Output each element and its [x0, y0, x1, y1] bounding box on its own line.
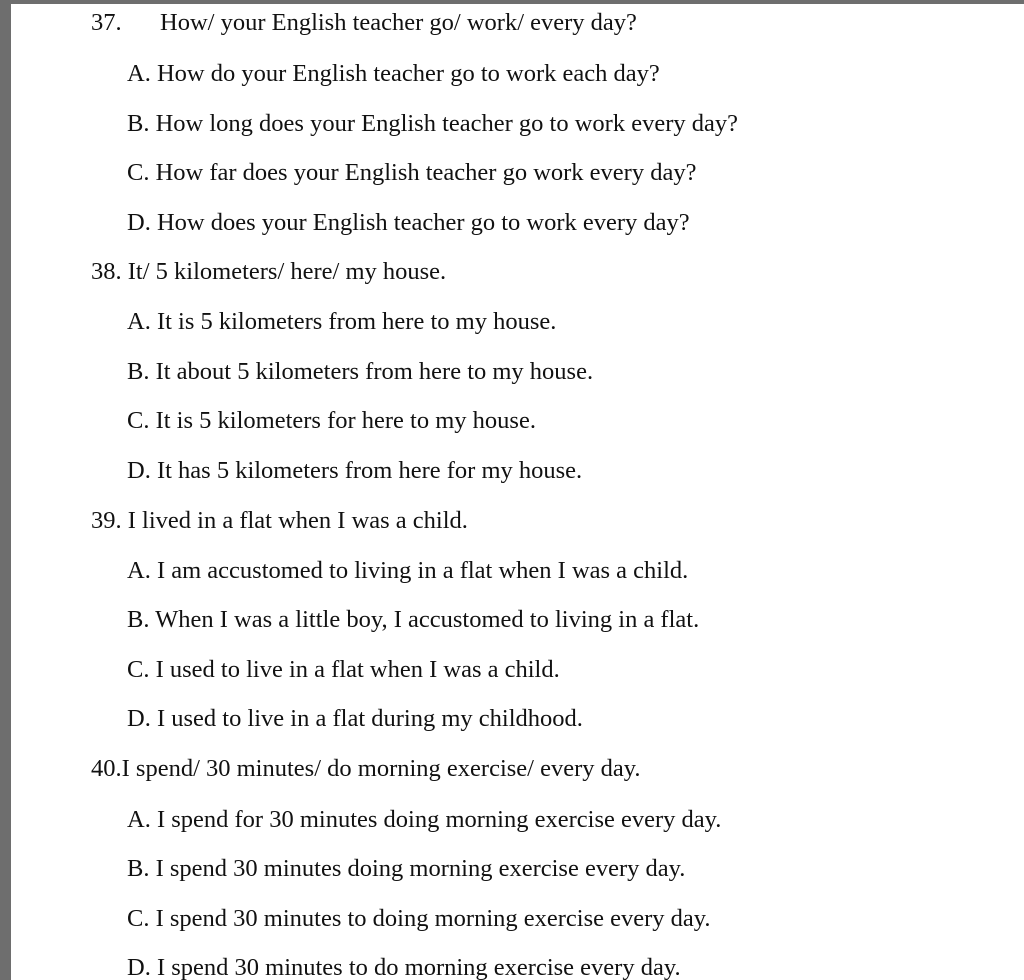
question-39: [91, 506, 468, 536]
question-38-option-a: A. It is 5 kilometers from here to my house.: [127, 308, 557, 335]
question-38: [91, 257, 446, 287]
question-39-option-a: A. I am accustomed to living in a flat when I was a child.: [127, 557, 689, 584]
document-page: [11, 4, 1024, 980]
question-40-option-a: A. I spend for 30 minutes doing morning exercise every day.: [127, 806, 722, 833]
question-37: [91, 8, 637, 38]
question-37-option-b: B. How long does your English teacher go to work every day?: [127, 110, 738, 137]
question-37-option-a: A. How do your English teacher go to work each day?: [127, 60, 660, 87]
viewer-left-edge: [0, 0, 11, 980]
question-number: 40.: [91, 755, 122, 782]
question-38-option-d: D. It has 5 kilometers from here for my house.: [127, 457, 583, 484]
question-38-option-c: C. It is 5 kilometers for here to my house.: [127, 407, 536, 434]
question-40-option-c: C. I spend 30 minutes to doing morning exercise every day.: [127, 905, 711, 932]
question-37-option-c: C. How far does your English teacher go work every day?: [127, 159, 697, 186]
question-prompt: It/ 5 kilometers/ here/ my house.: [127, 258, 447, 285]
question-39-option-c: C. I used to live in a flat when I was a child.: [127, 656, 560, 683]
question-38-option-b: B. It about 5 kilometers from here to my house.: [127, 358, 594, 385]
question-37-option-d: D. How does your English teacher go to work every day?: [127, 209, 690, 236]
question-prompt: I spend/ 30 minutes/ do morning exercise/ every day.: [121, 755, 641, 782]
question-40-option-d: D. I spend 30 minutes to do morning exercise every day.: [127, 954, 681, 980]
question-39-option-d: D. I used to live in a flat during my childhood.: [127, 705, 583, 732]
question-40-option-b: B. I spend 30 minutes doing morning exercise every day.: [127, 855, 686, 882]
question-prompt: I lived in a flat when I was a child.: [127, 507, 468, 534]
question-number: 39.: [91, 507, 122, 534]
question-number: 37.: [91, 9, 122, 36]
question-number: 38.: [91, 258, 122, 285]
question-39-option-b: B. When I was a little boy, I accustomed to living in a flat.: [127, 606, 700, 633]
question-prompt: How/ your English teacher go/ work/ every day?: [160, 9, 637, 36]
question-40: [91, 754, 641, 784]
